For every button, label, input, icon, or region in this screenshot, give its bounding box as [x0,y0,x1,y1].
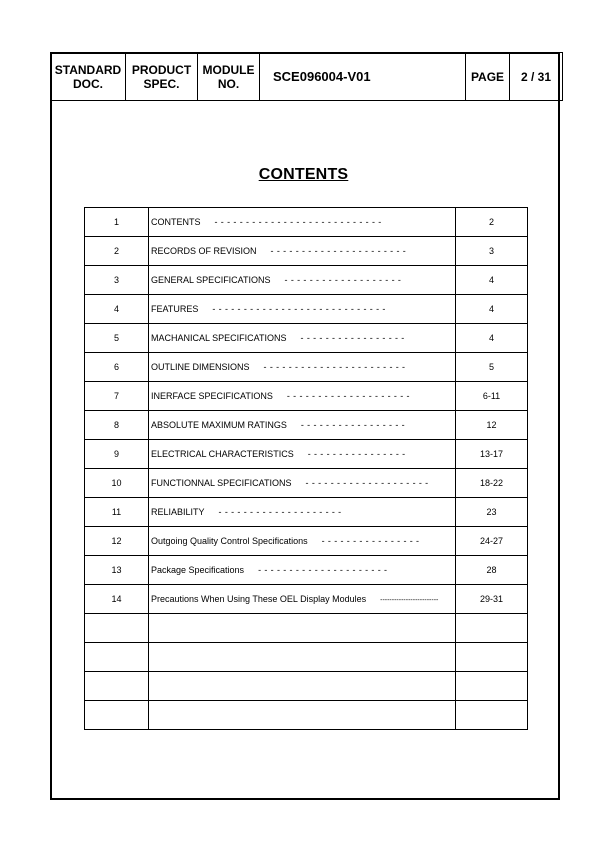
contents-row-number: 8 [85,411,149,440]
contents-row [85,498,528,527]
contents-row-item: RELIABILITY [151,507,205,517]
contents-row [85,614,528,643]
contents-row-number: 9 [85,440,149,469]
contents-row-item: CONTENTS [151,217,201,227]
contents-row-number: 2 [85,237,149,266]
contents-row-item-cell [149,237,456,266]
contents-row-item: MACHANICAL SPECIFICATIONS [151,333,287,343]
contents-row-number: 4 [85,295,149,324]
page-value: 2 / 31 [510,53,563,101]
contents-row [85,208,528,237]
contents-row-page [456,672,528,701]
contents-row-item: RECORDS OF REVISION [151,246,257,256]
dot-leader: - - - - - - - - - - - - - - - - - - - [284,275,402,285]
contents-row [85,672,528,701]
contents-row-item: GENERAL SPECIFICATIONS [151,275,271,285]
module-no-value: SCE096004-V01 [260,53,466,101]
contents-row-page: 28 [456,556,528,585]
contents-row-item-cell [149,672,456,701]
dot-leader: - - - - - - - - - - - - - - - - - - - - - - - - - - - - [212,304,386,314]
contents-row-number: 5 [85,324,149,353]
product-spec-cell [126,53,198,101]
contents-row-page: 4 [456,295,528,324]
contents-row-item-cell [149,353,456,382]
contents-row-item-cell [149,585,456,614]
contents-row-number: 12 [85,527,149,556]
contents-row-item-cell [149,324,456,353]
contents-row [85,324,528,353]
contents-row-item: FEATURES [151,304,199,314]
contents-row-item: Precautions When Using These OEL Display Modules [151,594,367,604]
contents-row-number [85,672,149,701]
standard-doc-line2: DOC. [73,76,103,91]
contents-row-item-cell [149,614,456,643]
contents-row [85,701,528,730]
contents-row-number: 6 [85,353,149,382]
contents-table [84,207,528,730]
contents-row-page [456,614,528,643]
contents-row [85,643,528,672]
contents-row-number: 1 [85,208,149,237]
contents-row-page: 4 [456,324,528,353]
contents-row-page: 4 [456,266,528,295]
contents-row-item-cell [149,411,456,440]
product-spec-line1: PRODUCT [131,62,192,77]
standard-doc-cell [51,53,126,101]
contents-row-item: Outgoing Quality Control Specifications [151,536,308,546]
contents-row [85,266,528,295]
contents-row-number: 7 [85,382,149,411]
dot-leader: - - - - - - - - - - - - - - - - [321,536,420,546]
document-header [50,52,563,101]
standard-doc-line1: STANDARD [54,62,122,77]
contents-row-page: 23 [456,498,528,527]
page-label: PAGE [466,53,510,101]
contents-row-item: ABSOLUTE MAXIMUM RATINGS [151,420,287,430]
dot-leader: - - - - - - - - - - - - - - - - - - - - [218,507,342,517]
dot-leader: - - - - - - - - - - - - - - - - - - - - - - - - - - - [214,217,382,227]
contents-row-item: Package Specifications [151,565,245,575]
contents-row-item-cell [149,266,456,295]
contents-row [85,556,528,585]
module-no-cell [198,53,260,101]
contents-row-number [85,614,149,643]
contents-row-item: OUTLINE DIMENSIONS [151,362,250,372]
contents-row [85,382,528,411]
contents-row-page: 18-22 [456,469,528,498]
contents-row-item-cell [149,208,456,237]
dot-leader: - - - - - - - - - - - - - - - - - - - - [286,391,410,401]
contents-row-item-cell [149,295,456,324]
contents-row-page: 2 [456,208,528,237]
contents-row-item-cell [149,382,456,411]
product-spec-line2: SPEC. [143,76,180,91]
contents-row-number: 13 [85,556,149,585]
contents-row-item: INERFACE SPECIFICATIONS [151,391,273,401]
dot-leader: ------------------------- [380,597,439,604]
contents-row-number: 3 [85,266,149,295]
contents-row-page [456,643,528,672]
contents-row-page: 13-17 [456,440,528,469]
contents-row-item-cell [149,498,456,527]
contents-row-number: 10 [85,469,149,498]
contents-row [85,527,528,556]
dot-leader: - - - - - - - - - - - - - - - - - - - - - [258,565,388,575]
contents-row-item: ELECTRICAL CHARACTERISTICS [151,449,294,459]
contents-row-item-cell [149,440,456,469]
dot-leader: - - - - - - - - - - - - - - - - - [300,420,406,430]
module-no-line1: MODULE [202,62,255,77]
page-title: CONTENTS [258,166,349,183]
contents-row-item-cell [149,469,456,498]
contents-row-item: FUNCTIONNAL SPECIFICATIONS [151,478,292,488]
contents-row [85,353,528,382]
contents-row-page: 3 [456,237,528,266]
dot-leader: - - - - - - - - - - - - - - - - - - - - - - - [263,362,406,372]
contents-row [85,295,528,324]
contents-row-number [85,643,149,672]
dot-leader: - - - - - - - - - - - - - - - - - - - - [305,478,429,488]
module-no-line2: NO. [217,76,240,91]
contents-row-item-cell [149,556,456,585]
contents-row-page: 24-27 [456,527,528,556]
contents-row-number: 11 [85,498,149,527]
contents-row [85,440,528,469]
contents-row-item-cell [149,527,456,556]
contents-row [85,469,528,498]
contents-row-page [456,701,528,730]
contents-row-number [85,701,149,730]
contents-row-page: 5 [456,353,528,382]
dot-leader: - - - - - - - - - - - - - - - - [307,449,406,459]
contents-row [85,237,528,266]
contents-row [85,411,528,440]
contents-row-page: 29-31 [456,585,528,614]
contents-row-page: 6-11 [456,382,528,411]
contents-row-item-cell [149,701,456,730]
contents-row-page: 12 [456,411,528,440]
contents-row-number: 14 [85,585,149,614]
dot-leader: - - - - - - - - - - - - - - - - - - - - - - [270,246,407,256]
dot-leader: - - - - - - - - - - - - - - - - - [300,333,405,343]
contents-row-item-cell [149,643,456,672]
contents-row [85,585,528,614]
